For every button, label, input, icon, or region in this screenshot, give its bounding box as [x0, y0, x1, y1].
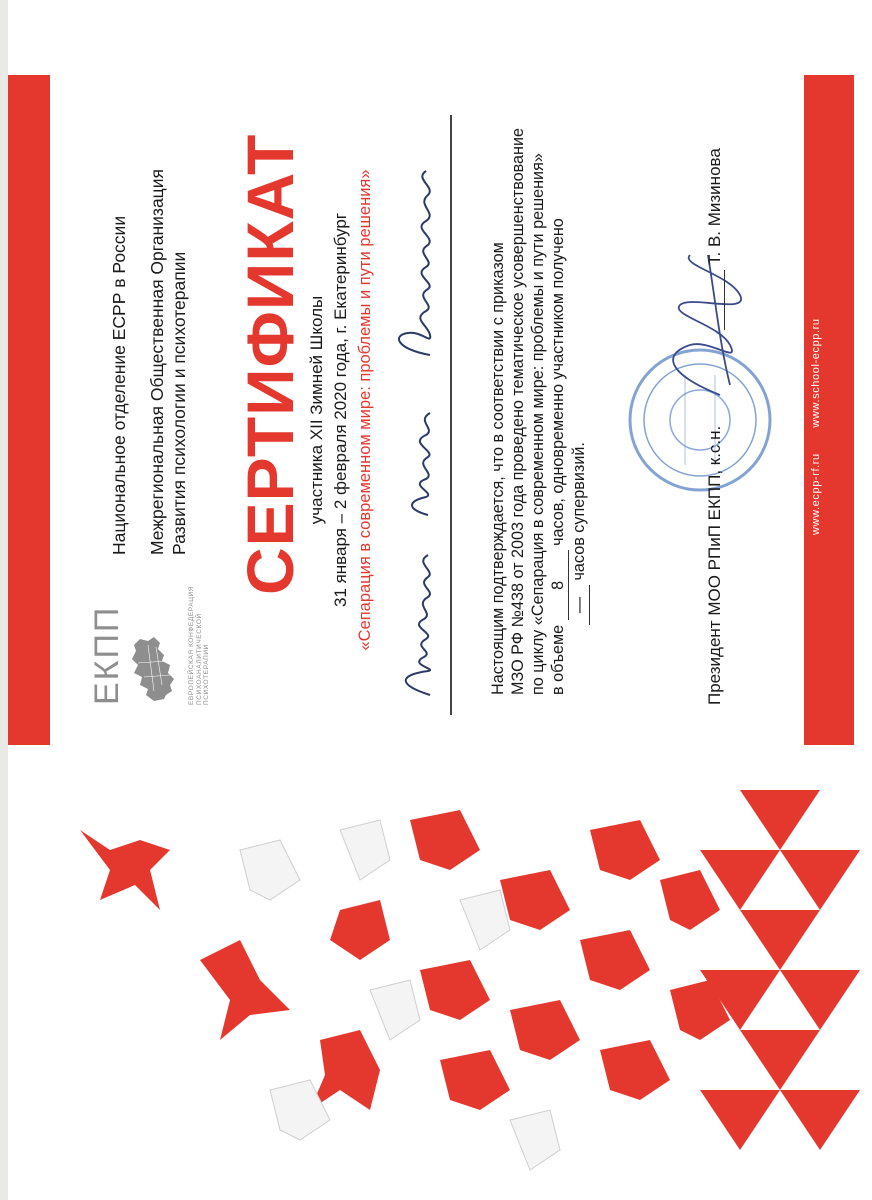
- red-birds-artwork: [40, 790, 860, 1190]
- body-line-1: Настоящим подтверждается, что в соответствии с приказом: [489, 242, 507, 695]
- body-line-3: по циклу «Сепарация в современном мире: проблемы и пути решения»: [529, 153, 547, 695]
- websites: [810, 296, 822, 535]
- volume-prefix: в объеме: [549, 624, 567, 695]
- red-birds: [80, 810, 730, 1110]
- volume-suffix: часов, одновременно участником получено: [549, 218, 567, 546]
- recipient-name-underline: [450, 115, 452, 715]
- certificate-title: СЕРТИФИКАТ: [233, 133, 307, 595]
- org-line-3: Развития психологии и психотерапии: [169, 251, 189, 555]
- participant-line: участника XII Зимней Школы: [307, 295, 326, 525]
- supervision-hours-value: —: [569, 585, 590, 625]
- dates-place-line: 31 января – 2 февраля 2020 года, г. Екатеринбург: [331, 212, 350, 608]
- supervision-suffix: часов супервизий.: [570, 442, 588, 581]
- body-line-5: [569, 105, 590, 695]
- handwritten-recipient-name: [378, 125, 450, 705]
- ekpp-logo: [88, 585, 208, 705]
- signature-line: [724, 270, 725, 330]
- body-line-4: [548, 105, 569, 695]
- body-line-2: МЗО РФ №438 от 2003 года проведено тематическое усовершенствование: [509, 127, 527, 695]
- scan-edge: [0, 0, 8, 1200]
- certificate-content: [50, 75, 822, 745]
- website-2: www.school-ecpp.ru: [810, 318, 822, 428]
- russia-map-icon: [124, 633, 184, 705]
- org-line-1: Национальное отделение ЕСРР в России: [109, 215, 129, 555]
- red-band-top: [8, 75, 50, 745]
- hours-value: 8: [548, 550, 569, 620]
- logo-abbr: ЕКПП: [88, 605, 126, 705]
- signatory-title: Президент МОО РПиП ЕКПП, к.с.н.: [705, 425, 724, 705]
- logo-subtitle: ЕВРОПЕЙСКАЯ КОНФЕДЕРАЦИЯ ПСИХОАНАЛИТИЧЕСКОЙ ПСИХОТЕРАПИИ: [188, 585, 210, 705]
- certificate-body: [488, 105, 590, 695]
- signature: [650, 245, 770, 405]
- event-topic: «Сепарация в современном мире: проблемы и пути решения»: [356, 169, 374, 651]
- red-triangles: [700, 790, 860, 1150]
- signatory-name: Т. В. Мизинова: [705, 148, 724, 265]
- website-1: www.ecpp-rf.ru: [810, 453, 822, 535]
- white-birds: [240, 820, 560, 1170]
- org-line-2: Межрегиональная Общественная Организация: [147, 169, 167, 555]
